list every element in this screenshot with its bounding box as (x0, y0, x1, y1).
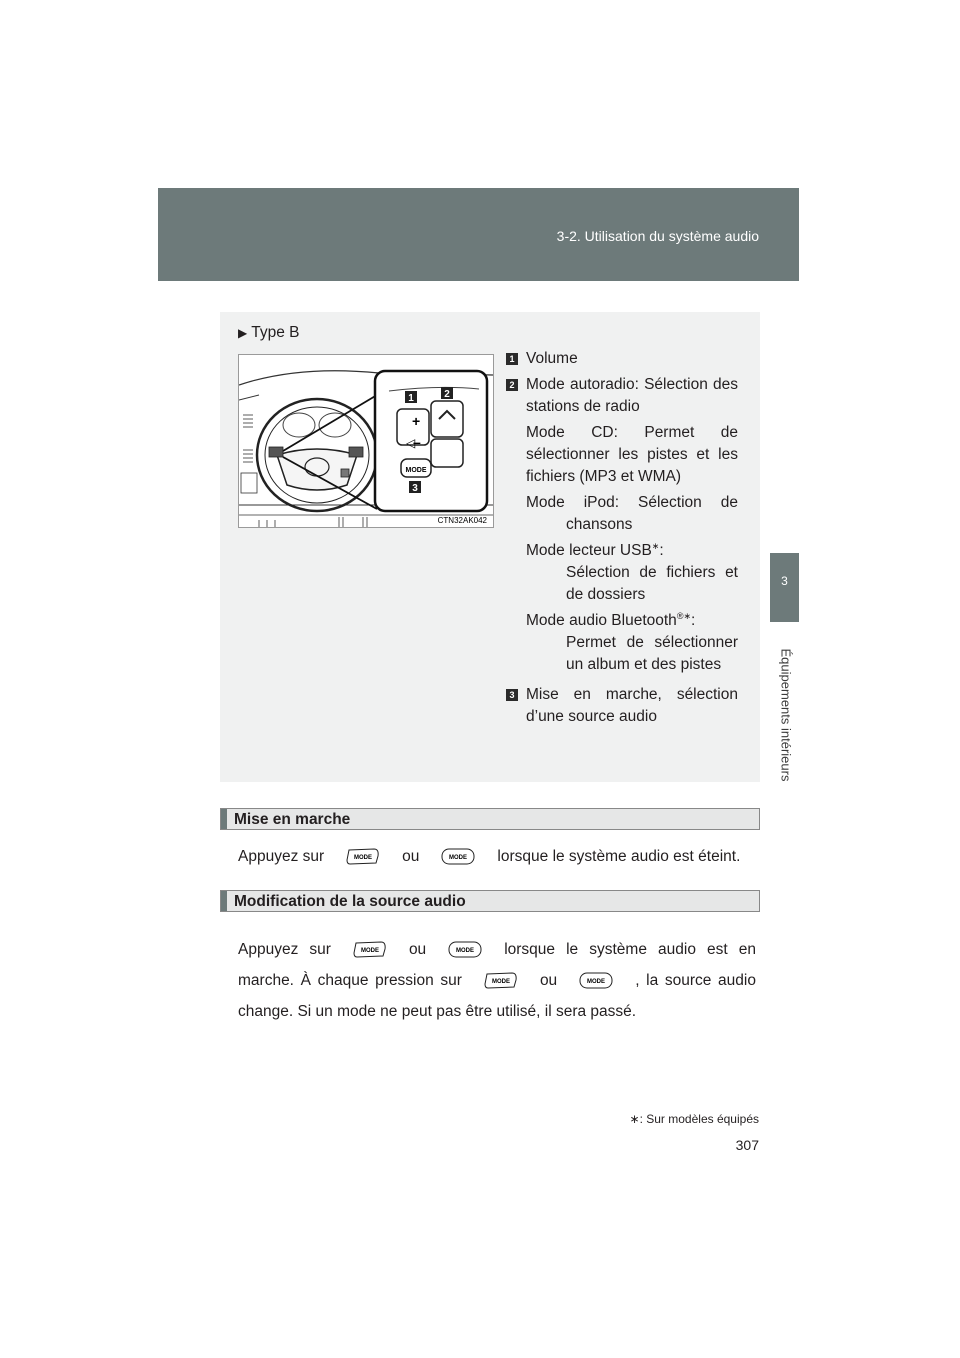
mode-button-icon (441, 848, 475, 865)
type-title-text: Type B (251, 324, 300, 341)
item-sub-bluetooth (526, 610, 738, 676)
mode-button-icon (353, 941, 387, 958)
para-text: lorsque le système audio est éteint. (497, 848, 741, 865)
steering-wheel-illustration (238, 354, 494, 528)
chapter-label (771, 640, 801, 790)
chapter-tab (770, 553, 799, 622)
chapter-label-text: Équipements intérieurs (778, 648, 794, 782)
section-heading-text: Modification de la source audio (234, 893, 466, 910)
section-heading-text: Mise en marche (234, 811, 351, 828)
list-item (506, 374, 738, 676)
usb-colon: : (659, 542, 664, 559)
type-title (238, 324, 299, 342)
mode-icon-text: MODE (491, 979, 510, 986)
speaker-icon: ◁ (406, 436, 416, 450)
list-item (506, 684, 738, 728)
illustration-code: CTN32AK042 (437, 516, 487, 525)
section-header (158, 188, 799, 281)
bluetooth-marks: ®∗ (676, 610, 691, 621)
mode-icon-text: MODE (587, 979, 606, 986)
bluetooth-colon: : (691, 612, 696, 629)
steering-wheel-drawing (239, 355, 493, 527)
mode-icon-text: MODE (360, 948, 379, 955)
item-number: 3 (506, 689, 518, 701)
usb-footnote-mark: ∗ (651, 540, 660, 551)
control-list (506, 348, 738, 732)
mode-button-icon (346, 848, 380, 865)
marker-1: 1 (408, 393, 414, 404)
marker-3: 3 (412, 483, 418, 494)
item-sub-ipod: Mode iPod: Sélection de chansons (526, 494, 738, 533)
list-item (506, 348, 738, 370)
mode-label: MODE (405, 467, 427, 474)
mode-icon-text: MODE (456, 948, 475, 955)
mode-icon-text: MODE (449, 855, 468, 862)
section-title: 3-2. Utilisation du système audio (556, 228, 759, 244)
plus-label: + (412, 413, 421, 429)
item-number: 2 (506, 379, 518, 391)
item-sub-usb (526, 540, 738, 606)
para-text: , la source audio change. Si un mode ne peut pas être utilisé, il sera passé. (238, 972, 756, 1020)
para-text: ou (402, 848, 420, 865)
usb-label: Mode lecteur USB (526, 542, 652, 559)
bluetooth-body: Permet de sélectionner un album et des pistes (566, 634, 738, 673)
item-number: 1 (506, 353, 518, 365)
para-text: lorsque le système audio est en marche. À chaque pression sur (238, 941, 756, 989)
chapter-number: 3 (781, 574, 788, 588)
section-paragraph (238, 842, 756, 872)
mode-button-icon (448, 941, 482, 958)
para-text: ou (539, 972, 558, 989)
section-heading-mise-en-marche (220, 808, 760, 830)
item-text: Mise en marche, sélection d’une source audio (526, 686, 738, 725)
page-number: 307 (735, 1137, 759, 1153)
para-text: Appuyez sur (238, 941, 331, 958)
mode-button-icon (579, 972, 613, 989)
section-heading-source-audio (220, 890, 760, 912)
triangle-bullet-icon: ▶ (238, 326, 248, 340)
item-text: Volume (526, 350, 578, 367)
mode-button-icon (484, 972, 518, 989)
section-paragraph (238, 934, 756, 1027)
mode-icon-text: MODE (354, 855, 373, 862)
marker-2: 2 (444, 389, 450, 400)
usb-body: Sélection de fichiers et de dossiers (566, 564, 738, 603)
type-b-panel (220, 312, 760, 782)
item-text: Mode autoradio: Sélection des stations de radio (526, 376, 738, 415)
para-text: Appuyez sur (238, 848, 325, 865)
usb-label-line (526, 540, 738, 562)
para-text: ou (408, 941, 427, 958)
bluetooth-label-line (526, 610, 738, 632)
minus-label: – (413, 434, 421, 450)
bluetooth-label: Mode audio Bluetooth (526, 612, 677, 629)
item-sub-cd: Mode CD: Permet de sélectionner les pistes et les fichiers (MP3 et WMA) (526, 424, 738, 485)
footnote: ∗: Sur modèles équipés (629, 1112, 759, 1126)
